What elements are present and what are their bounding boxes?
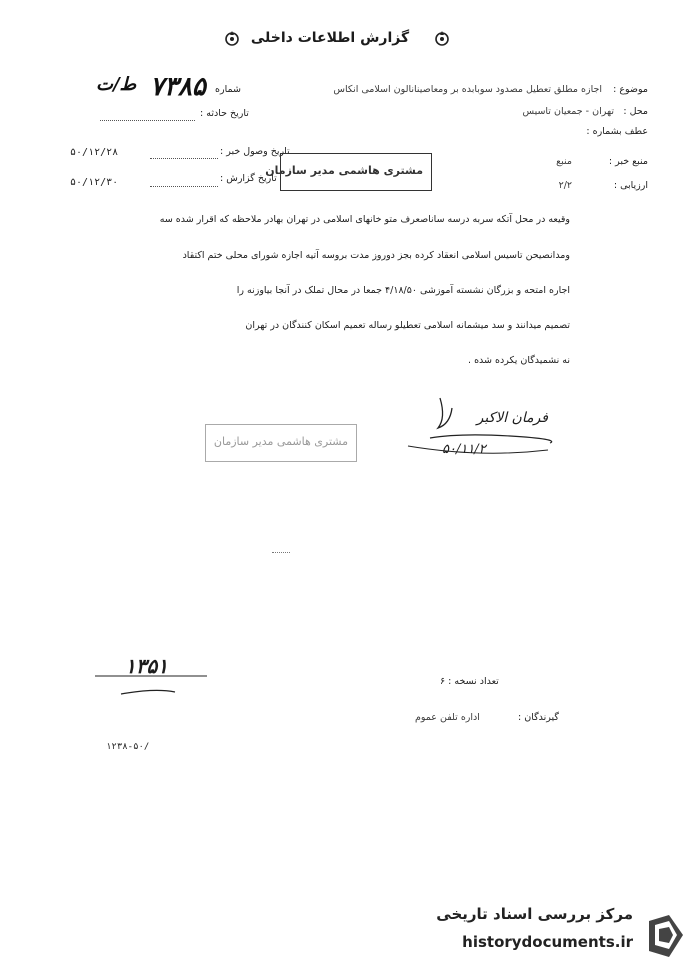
grade-label: ارزیابی : bbox=[613, 180, 648, 191]
followup-label: عطف بشماره : bbox=[586, 126, 648, 137]
body-line: تصمیم میدانند و سد میشمانه اسلامی تعطیلو رساله تعمیم اسکان کنندگان در تهران bbox=[245, 320, 570, 331]
event-date-blank bbox=[100, 120, 195, 121]
source-value: منبع bbox=[556, 156, 572, 167]
receipt-date-label: تاریخ وصول خبر : bbox=[220, 146, 290, 157]
emblem-icon bbox=[432, 28, 452, 48]
report-date-dots bbox=[150, 186, 218, 187]
body-line: نه نشمیدگان یکرده شده . bbox=[468, 355, 570, 366]
grade-value: ۲/۲ bbox=[558, 180, 572, 191]
archive-logo-icon bbox=[639, 911, 689, 961]
emblem-icon bbox=[222, 28, 242, 48]
stamp-text: مشتری هاشمی مدیر سازمان bbox=[265, 164, 423, 177]
number-label: شماره bbox=[215, 84, 241, 95]
report-number: ۷۳۸۵ bbox=[150, 72, 206, 102]
handwritten-number-block bbox=[95, 654, 210, 697]
subject-value: اجازه مطلق تعطیل مصدود سوبابده بر ومعاصینانالون اسلامی انکاس bbox=[333, 84, 602, 95]
body-line: وقیعه در محل آتکه سربه درسه ساناصعرف متو خانهای اسلامی در تهران بهادر ملاحظه که اقرار شده سه bbox=[159, 214, 570, 225]
stamp-faded bbox=[205, 424, 357, 462]
recipients-label: گیرندگان : bbox=[518, 712, 559, 723]
signature-name: فرمان الاکبر bbox=[476, 410, 548, 426]
body-line: اجاره امتحه و بزرگان نشسته آموزشی ۴/۱۸/۵۰ جمعا در محال تملک در آنجا بیاوزنه را bbox=[236, 285, 570, 296]
report-date-value: ۵۰/۱۲/۳۰ bbox=[70, 177, 119, 188]
page-title: گزارش اطلاعات داخلی bbox=[250, 30, 410, 46]
stray-mark bbox=[272, 552, 290, 553]
stamp-box bbox=[265, 153, 432, 191]
report-number-suffix: ط/ت bbox=[96, 74, 137, 95]
signature bbox=[400, 388, 560, 468]
body-line: ومدانصیحن تاسیس اسلامی انعقاد کرده بجز دوروز مدت بروسه آتیه اجازه شورای محلی ختم اکتقاد bbox=[182, 250, 570, 261]
report-date-label: تاریخ گزارش : bbox=[220, 173, 277, 184]
handwritten-number: ۱۳۵۱ bbox=[125, 654, 168, 678]
watermark-text: مرکز بررسی اسناد تاریخی bbox=[436, 905, 633, 923]
copies-label: تعداد نسخه : ۶ bbox=[440, 676, 499, 687]
stamp-faded-text: مشتری هاشمی مدیر سازمان bbox=[213, 435, 348, 448]
event-date-label: تاریخ حادثه : bbox=[200, 108, 249, 119]
recipients-value: اداره تلفن عموم bbox=[415, 712, 480, 723]
watermark bbox=[413, 905, 693, 971]
location-value: تهران - جمعیان تاسیس bbox=[522, 106, 614, 117]
subject-label: موضوع : bbox=[613, 84, 648, 95]
source-label: منبع خبر : bbox=[608, 156, 648, 167]
watermark-url: historydocuments.ir bbox=[462, 933, 633, 951]
ref-code: ۱۲۳۸-۵۰/ bbox=[106, 742, 150, 752]
receipt-date-value: ۵۰/۱۲/۲۸ bbox=[70, 147, 119, 158]
signature-date: ۵۰/۱۱/۲ bbox=[442, 442, 486, 457]
receipt-date-dots bbox=[150, 158, 218, 159]
location-label: محل : bbox=[623, 106, 648, 117]
